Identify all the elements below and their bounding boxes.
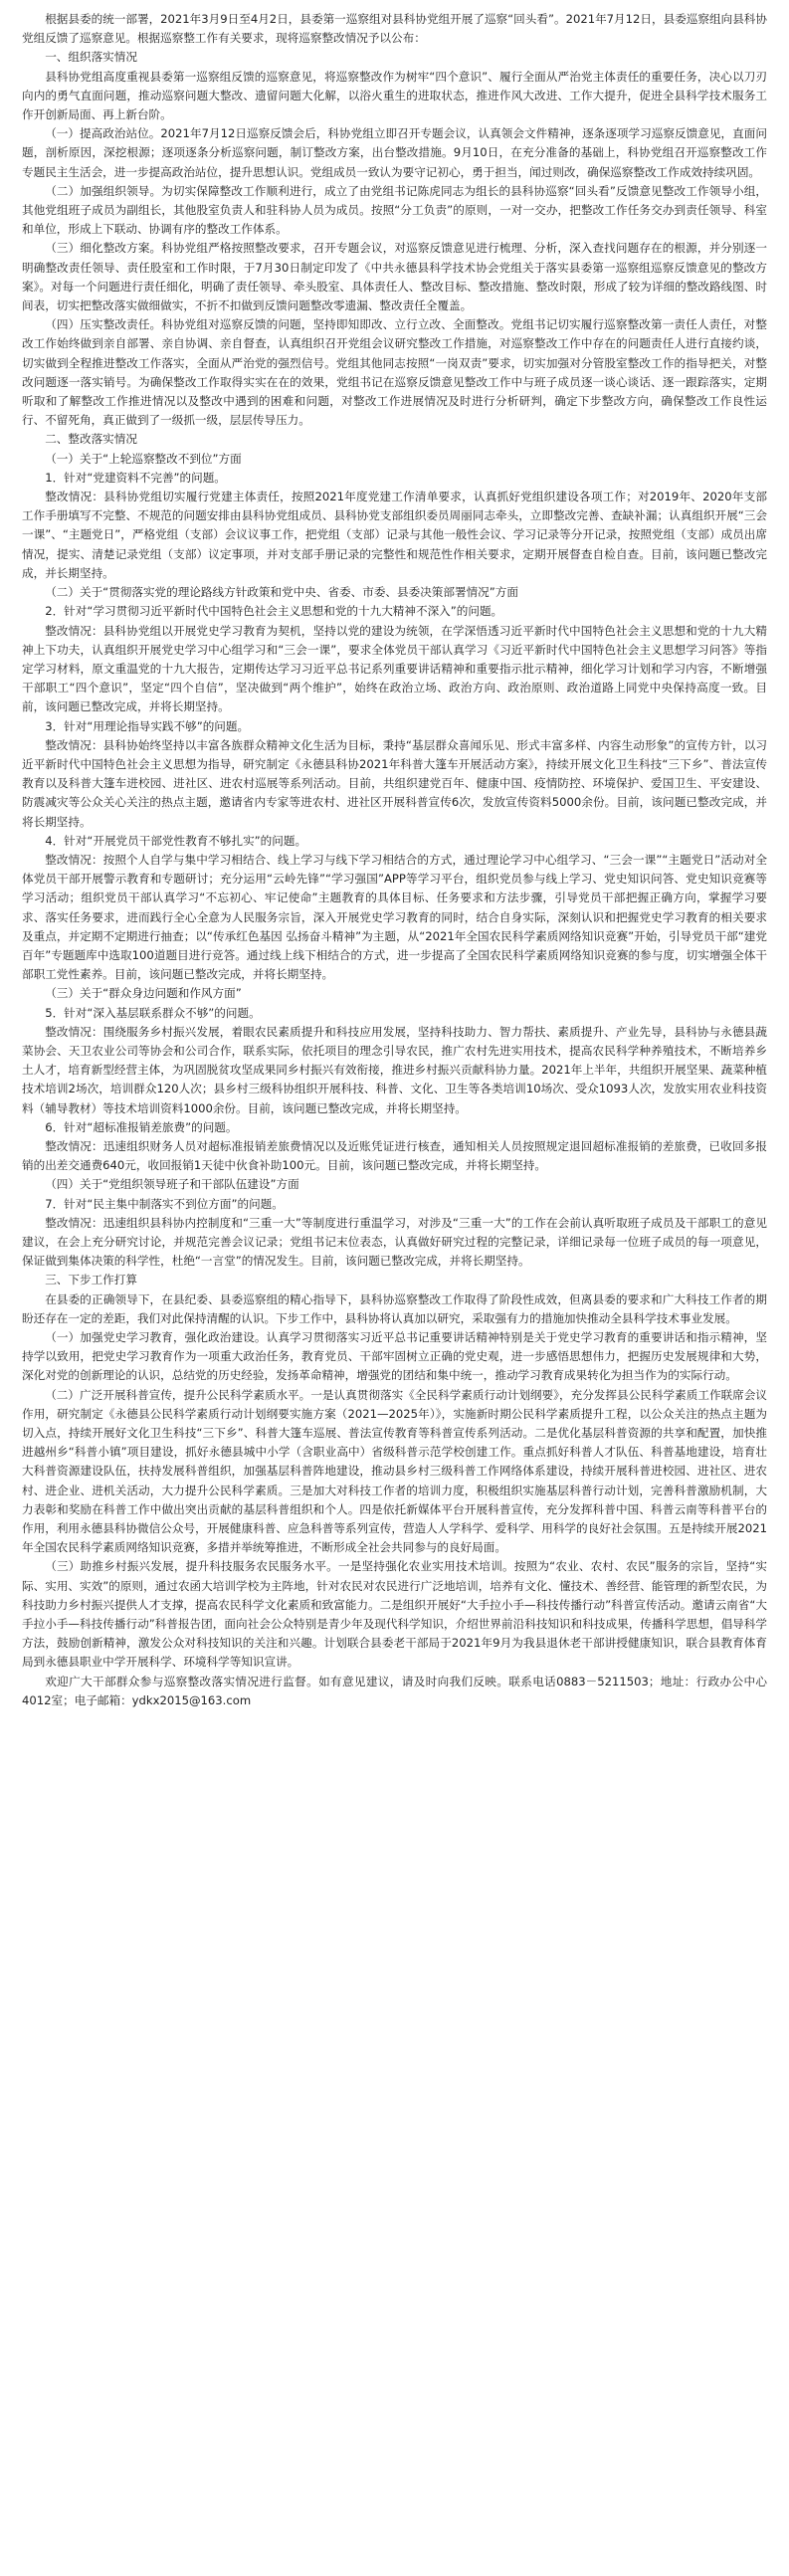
section-heading: 一、组织落实情况 xyxy=(45,50,137,65)
body-paragraph: 整改情况：迅速组织县科协内控制度和“三重一大”等制度进行重温学习，对涉及“三重一大”的工作在会前认真听取班子成员及干部职工的意见建议，在会上充分研究讨论，并规范完善会议记录；党组书记末位表态，认真做好研究过程的完整记录，详细记录每一位班子成员的每一项意见，保证做到集体决策的科学性，杜绝“一言堂”的情况发生。目前，该问题已整改完成，并将长期坚持。 xyxy=(22,1215,767,1269)
body-paragraph: 整改情况：围绕服务乡村振兴发展，着眼农民素质提升和科技应用发展，坚持科技助力、智力帮扶、素质提升、产业先导，县科协与永德县蔬菜协会、天卫农业公司等协会和公司合作，联系实际，依托项目的理念引导农民，推广农村先进实用技术，提高农民科学种养殖技术，不断培养乡土人才，培育新型经营主体，为巩固脱贫攻坚成果同乡村振兴有效衔接，推进乡村振兴贡献科协力量。2021年上半年，共组织开展坚果、蔬菜种植技术培训2场次，培训群众120人次；县乡村三级科协组织开展科技、科普、文化、卫生等各类培训10场次、受众1093人次，发放实用农业科技资料（辅导教材）等技术培训资料1000余份。目前，该问题已整改完成，并将长期坚持。 xyxy=(22,1024,767,1115)
body-paragraph: （一）提高政治站位。2021年7月12日巡察反馈会后，科协党组立即召开专题会议，认真领会文件精神，逐条逐项学习巡察反馈意见，直面问题，剖析原因，深挖根源；逐项逐条分析巡察问题，制订整改方案，出台整改措施。9月10日，在充分准备的基础上，科协党组召开巡察整改工作专题民主生活会，进一步提高政治站位，提升思想认识。党组成员一致认为要守记初心，勇于担当，闻过则改，确保巡察整改工作成效持续巩固。 xyxy=(22,126,767,179)
body-paragraph: （二）广泛开展科普宣传，提升公民科学素质水平。一是认真贯彻落实《全民科学素质行动计划纲要》，充分发挥县公民科学素质工作联席会议作用，研究制定《永德县公民科学素质行动计划纲要实施方案（2021—2025年）》，实施新时期公民科学素质提升工程，以公众关注的热点主题为切入点，持续开展好文化卫生科技“三下乡”、科普大篷车巡展、普法宣传教育等科普宣传系列活动。二是优化基层科普资源的共享和配置，加快推进越州乡“科普小镇”项目建设，抓好永德县城中小学（含职业高中）省级科普示范学校创建工作。重点抓好科普人才队伍、科普基地建设，培育壮大科普资源建设队伍，扶持发展科普组织，加强基层科普阵地建设，推动县乡村三级科普工作网络体系建设，持续开展科普进校园、进社区、进农村、进企业、进机关活动，大力提升公民科学素质。三是加大对科技工作者的培训力度，积极组织实施基层科普行动计划，完善科普激励机制，大力表彰和奖励在科普工作中做出突出贡献的基层科普组织和个人。四是依托新媒体平台开展科普宣传，充分发挥科普中国、科普云南等科普平台的作用，利用永德县科协微信公众号，开展健康科普、应急科普等系列宣传，营造人人学科学、爱科学、用科学的良好社会氛围。五是持续开展2021年全国农民科学素质网络知识竞赛，多措并举统筹推进，不断形成全社会共同参与的良好局面。 xyxy=(22,1387,767,1555)
body-paragraph: 整改情况：县科协始终坚持以丰富各族群众精神文化生活为目标，秉持“基层群众喜闻乐见、形式丰富多样、内容生动形象”的宣传方针，以习近平新时代中国特色社会主义思想为指导，研究制定《永德县科协2021年科普大篷车开展活动方案》，持续开展文化卫生科技“三下乡”、普法宣传教育以及科普大篷车进校园、进社区、进农村巡展等系列活动。目前，共组织建党百年、健康中国、疫情防控、环境保护、爱国卫生、平安建设、防震减灾等公众关心关注的热点主题，邀请省内专家等进农村、进社区开展科普宣传6次，发放宣传资料5000余份。目前，该问题已整改完成，并将长期坚持。 xyxy=(22,737,767,829)
body-paragraph: 县科协党组高度重视县委第一巡察组反馈的巡察意见，将巡察整改作为树牢“四个意识”、履行全面从严治党主体责任的重要任务，决心以刀刃向内的勇气直面问题，推动巡察问题大整改、遗留问题大化解，以浴火重生的进取状态，推进作风大改进、工作大提升，促进全县科学技术服务工作开创新局面、再上新台阶。 xyxy=(22,69,767,122)
subsection-heading: （二）关于“贯彻落实党的理论路线方针政策和党中央、省委、市委、县委决策部署情况”方面 xyxy=(45,585,518,600)
item-heading: 6．针对“超标准报销差旅费”的问题。 xyxy=(45,1119,238,1134)
item-heading: 3．针对“用理论指导实践不够”的问题。 xyxy=(45,718,250,733)
section-heading: 三、下步工作打算 xyxy=(45,1273,137,1288)
item-heading: 5．针对“深入基层联系群众不够”的问题。 xyxy=(45,1005,261,1020)
contact-paragraph: 欢迎广大干部群众参与巡察整改落实情况进行监督。如有意见建议，请及时向我们反映。联系电话0883－5211503；地址：行政办公中心4012室；电子邮箱：ydkx2015@163.com xyxy=(22,1674,767,1707)
body-paragraph: 整改情况：县科协党组切实履行党建主体责任，按照2021年度党建工作清单要求，认真抓好党组织建设各项工作；对2019年、2020年支部工作手册填写不完整、不规范的问题安排由县科协党组成员、县科协党支部组织委员周丽同志牵头，立即整改完善、查缺补漏；认真组织开展“三会一课”、“主题党日”，严格党组（支部）会议议事工作，把党组（支部）记录与其他一般性会议、学习记录等分开记录，按照党组（支部）成员出席情况，提实、清楚记录党组（支部）议定事项，并对支部手册记录的完整性和规范性作相关要求，定期开展督查自检自查。目前，该问题已整改完成，并长期坚持。 xyxy=(22,490,767,580)
subsection-heading: （三）关于“群众身边问题和作风方面” xyxy=(45,986,242,1001)
body-paragraph: （三）助推乡村振兴发展，提升科技服务农民服务水平。一是坚持强化农业实用技术培训。按照为“农业、农村、农民”服务的宗旨，坚持“实际、实用、实效”的原则，通过农函大培训学校为主阵地，针对农民对农民进行广泛地培训，培养有文化、懂技术、善经营、能管理的新型农民，为科技助力乡村振兴提供人才支撑，提高农民科学文化素质和致富能力。二是组织开展好“大手拉小手—科技传播行动”科普宣传活动。邀请云南省“大手拉小手—科技传播行动”科普报告团，面向社会公众特别是青少年及现代科学知识，介绍世界前沿科技知识和科技成果，传播科学思想，倡导科学方法，鼓励创新精神，激发公众对科技知识的关注和兴趣。计划联合县委老干部局于2021年9月为我县退休老干部讲授健康知识，联合县教育体育局到永德县职业中学开展科学、环境科学等知识宣讲。 xyxy=(22,1559,767,1670)
item-heading: 1．针对“党建资料不完善”的问题。 xyxy=(45,470,226,485)
body-paragraph: （一）加强党史学习教育，强化政治建设。认真学习贯彻落实习近平总书记重要讲话精神特别是关于党史学习教育的重要讲话和指示精神，坚持学以致用，把党史学习教育作为一项重大政治任务，教育党员、干部牢固树立正确的党史观，进一步感悟思想伟力，把握历史发展规律和大势，深化对党的创新理论的认识，总结党的历史经验，发扬革命精神，增强党的团结和集中统一，推动学习教育成果转化为担当作为的实际行动。 xyxy=(22,1330,767,1383)
subsection-heading: （四）关于“党组织领导班子和干部队伍建设”方面 xyxy=(45,1177,299,1192)
body-paragraph: 整改情况：县科协党组以开展党史学习教育为契机，坚持以党的建设为统领，在学深悟透习近平新时代中国特色社会主义思想和党的十九大精神上下功夫，认真组织开展党史学习中心组学习和“三会一课”，要求全体党员干部认真学习《习近平新时代中国特色社会主义思想学习问答》等指定学习材料，原文重温党的十九大报告，定期传达学习习近平总书记系列重要讲话精神和重要指示批示精神，细化学习计划和学习内容，不断增强干部职工“四个意识”，坚定“四个自信”，坚决做到“两个维护”，始终在政治立场、政治方向、政治原则、政治道路上同党中央保持高度一致。目前，该问题已整改完成，并将长期坚持。 xyxy=(22,623,767,714)
body-paragraph: 整改情况：按照个人自学与集中学习相结合、线上学习与线下学习相结合的方式，通过理论学习中心组学习、“三会一课”“主题党日”活动对全体党员干部开展警示教育和专题研讨；充分运用“云岭先锋”“学习强国”APP等学习平台，组织党员参与线上学习、党史知识问答、党史知识竞赛等学习活动；组织党员干部认真学习“不忘初心、牢记使命”主题教育的具体目标、任务要求和方法步骤，引导党员干部把握正确方向，掌握学习要求、落实任务要求，进而践行全心全意为人民服务宗旨，深入开展党史学习教育的同时，结合自身实际，深刻认识和把握党史学习教育的相关要求及重点，并定期不定期进行抽查；以“传承红色基因 弘扬奋斗精神”为主题，从“2021年全国农民科学素质网络知识竞赛”开始，引导党员干部“建党百年”专题题库中选取100道题目进行竞答。通过线上线下相结合的方式，进一步提高了全国农民科学素质网络知识竞赛的参与度，切实增强全体干部职工党性素养。目前，该问题已整改完成，并将长期坚持。 xyxy=(22,852,767,982)
item-heading: 2．针对“学习贯彻习近平新时代中国特色社会主义思想和党的十九大精神不深入”的问题。 xyxy=(45,604,503,619)
body-paragraph: （四）压实整改责任。科协党组对巡察反馈的问题，坚持即知即改、立行立改、全面整改。党组书记切实履行巡察整改第一责任人责任，对整改工作始终做到亲自部署、亲自协调、亲自督查，认真组织召开党组会议研究整改工作措施，对巡察整改工作中存在的问题责任人进行直接约谈，切实做到全程推进整改工作落实，全面从严治党的强烈信号。党组其他同志按照“一岗双责”要求，切实加强对分管股室整改工作的指导把关，对整改问题逐一落实销号。为确保整改工作取得实实在在的效果，党组书记在巡察反馈意见整改工作中与班子成员逐一谈心谈话、逐一跟踪落实，定期听取和了解整改工作推进情况以及整改中遇到的困难和问题，对整改工作进展情况及时进行分析研判，确定下步整改方向，确保整改工作良性运行、不留死角，真正做到了一级抓一级，层层传导压力。 xyxy=(22,317,767,428)
body-paragraph: （三）细化整改方案。科协党组严格按照整改要求，召开专题会议，对巡察反馈意见进行梳理、分析，深入查找问题存在的根源，并分别逐一明确整改责任领导、责任股室和工作时限，于7月30日制定印发了《中共永德县科学技术协会党组关于落实县委第一巡察组巡察反馈意见的整改方案》。对每一个问题进行责任细化，明确了责任领导、牵头股室、具体责任人、整改目标、整改措施、整改时限，形成了较为详细的整改路线图、时间表，切实把整改落实做细做实，不折不扣做到反馈问题整改零遗漏、整改责任全覆盖。 xyxy=(22,241,767,313)
item-heading: 4．针对“开展党员干部党性教育不够扎实”的问题。 xyxy=(45,833,307,848)
body-paragraph: 根据县委的统一部署，2021年3月9日至4月2日，县委第一巡察组对县科协党组开展了巡察“回头看”。2021年7月12日，县委巡察组向县科协党组反馈了巡察意见。根据巡察整工作有关要求，现将巡察整改情况予以公布： xyxy=(22,12,767,46)
body-paragraph: （二）加强组织领导。为切实保障整改工作顺利进行，成立了由党组书记陈虎同志为组长的县科协巡察“回头看”反馈意见整改工作领导小组，其他党组班子成员为副组长，其他股室负责人和驻科协人员为成员。按照“分工负责”的原则，一对一交办，把整改工作任务交办到责任领导、科室和单位，形成上下联动、协调有序的整改工作体系。 xyxy=(22,183,767,237)
section-heading: 二、整改落实情况 xyxy=(45,432,137,447)
item-heading: 7．针对“民主集中制落实不到位方面”的问题。 xyxy=(45,1196,284,1211)
body-paragraph: 在县委的正确领导下，在县纪委、县委巡察组的精心指导下，县科协巡察整改工作取得了阶段性成效，但离县委的要求和广大科技工作者的期盼还存在一定的差距，我们对此保持清醒的认识。下步工作中，县科协将认真加以研究，采取强有力的措施加快推动全县科学技术事业发展。 xyxy=(22,1291,767,1325)
body-paragraph: 整改情况：迅速组织财务人员对超标准报销差旅费情况以及近账凭证进行核查，通知相关人员按照规定退回超标准报销的差旅费，已收回多报销的出差交通费640元，收回报销1天徒中伙食补助100元。目前，该问题已整改完成，并将长期坚持。 xyxy=(22,1138,767,1173)
subsection-heading: （一）关于“上轮巡察整改不到位”方面 xyxy=(45,451,242,466)
